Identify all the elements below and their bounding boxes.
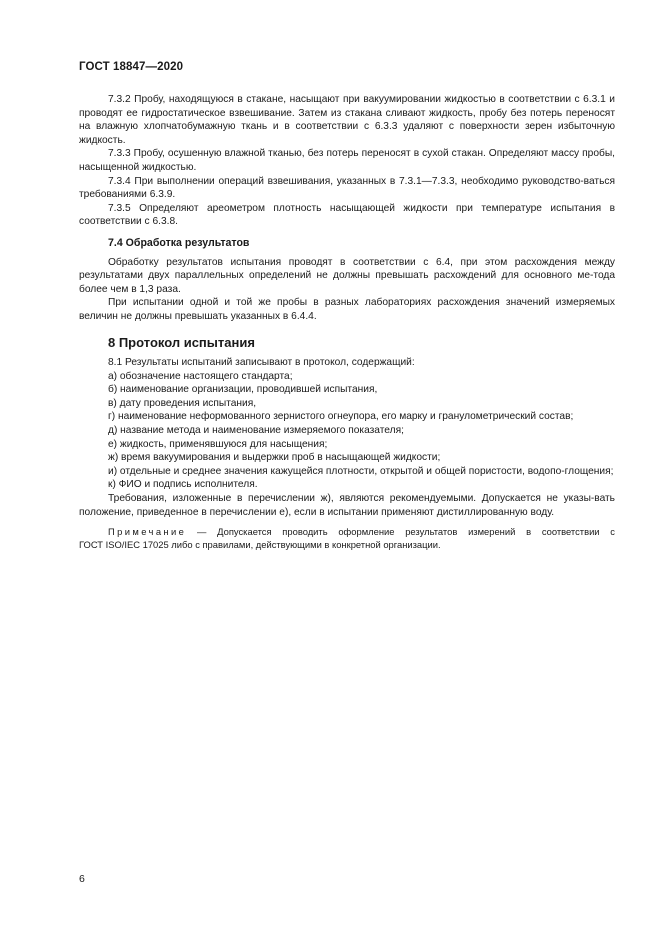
paragraph-8-1: 8.1 Результаты испытаний записывают в протокол, содержащий: <box>108 357 415 369</box>
paragraph-7-4-interlab: При испытании одной и той же пробы в разных лабораториях расхождения значений измеряемых величин не должны превышать указанных в 6.4.4. <box>79 297 615 322</box>
protocol-items-list <box>79 370 615 492</box>
list-item: е) жидкость, применявшуюся для насыщения; <box>108 438 328 450</box>
document-body <box>79 93 615 551</box>
note-first-line <box>79 526 615 539</box>
note-text-line2: ГОСТ ISO/IEC 17025 либо с правилами, действующими в конкретной организации. <box>79 538 441 550</box>
section-7-4-heading: 7.4 Обработка результатов <box>108 236 250 249</box>
list-item: д) название метода и наименование измеряемого показателя; <box>108 425 404 437</box>
paragraph-7-3-3: 7.3.3 Пробу, осушенную влажной тканью, без потерь переносят в сухой стакан. Определяют массу пробы, насыщенной жидкостью. <box>79 148 615 173</box>
paragraph-7-4-processing: Обработку результатов испытания проводят в соответствии с 6.4, при этом расхождения между результатами двух параллельных определений не должны превышать расхождений для основного ме-тода более чем в 1,3 раза. <box>79 256 615 295</box>
note-block <box>79 526 615 551</box>
document-header-title: ГОСТ 18847—2020 <box>79 61 184 73</box>
paragraph-7-3-4: 7.3.4 При выполнении операций взвешивания, указанных в 7.3.1—7.3.3, необходимо руководство-ваться требованиями 6.3.9. <box>79 175 615 201</box>
note-text-line1: — Допускается проводить оформление результатов измерений в соответствии с <box>197 526 615 538</box>
list-item: в) дату проведения испытания, <box>108 397 257 409</box>
paragraph-7-3-5: 7.3.5 Определяют ареометром плотность насыщающей жидкости при температуре испытания в соответствии с 6.3.8. <box>79 202 615 228</box>
paragraph-7-3-2: 7.3.2 Пробу, находящуюся в стакане, насыщают при вакуумировании жидкостью в соответствии с 6.3.1 и проводят ее гидростатическое взвешивание. Затем из стакана сливают жидкость, пробу без потерь переносят на влажную хлопчатобумажную ткань и в соответствии с 6.3.3 удаляют с поверхности зерен избыточную жидкость. <box>79 94 615 146</box>
note-label: Примечание <box>108 526 187 538</box>
section-8-heading: 8 Протокол испытания <box>108 334 255 350</box>
list-item: и) отдельные и среднее значения кажущейся плотности, открытой и общей пористости, водопо-глощения; <box>108 465 614 477</box>
list-item: б) наименование организации, проводившей испытания, <box>108 384 378 396</box>
page-number: 6 <box>79 873 85 885</box>
list-item: а) обозначение настоящего стандарта; <box>108 370 293 382</box>
paragraph-requirements: Требования, изложенные в перечислении ж), являются рекомендуемыми. Допускается не указы-вать положение, приведенное в перечислении е), если в испытании применяют дистиллированную воду. <box>79 493 615 518</box>
list-item: г) наименование неформованного зернистого огнеупора, его марку и гранулометрический состав; <box>108 411 574 423</box>
list-item: к) ФИО и подпись исполнителя. <box>108 479 258 491</box>
list-item: ж) время вакуумирования и выдержки проб в насыщающей жидкости; <box>108 452 441 464</box>
